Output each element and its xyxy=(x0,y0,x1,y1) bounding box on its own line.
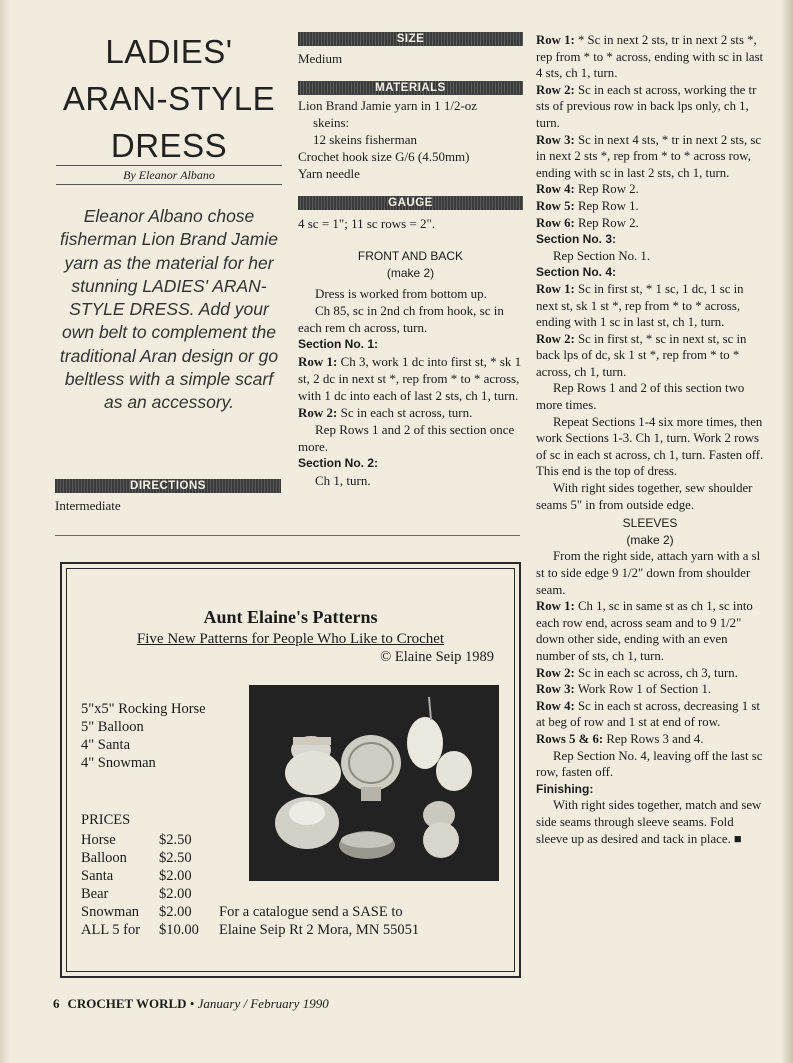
price-item: Snowman xyxy=(81,904,139,920)
ad-item-list xyxy=(81,700,206,772)
size-heading: SIZE xyxy=(298,32,523,46)
row-text: Rep Rows 3 and 4. xyxy=(603,731,704,746)
row-text: * Sc in next 2 sts, tr in next 2 sts *, rep from * to * across, ending with sc in last 4 sts, ch 1, turn. xyxy=(536,33,764,81)
row-instruction xyxy=(536,181,764,198)
row-label: Rows 5 & 6: xyxy=(536,731,604,746)
row-instruction xyxy=(536,598,764,664)
repeat-text: Rep Rows 1 and 2 of this section once more. xyxy=(298,422,515,454)
row-label: Row 4: xyxy=(536,182,575,197)
row-text: Rep Row 2. xyxy=(574,182,639,197)
section-label: Section No. 2: xyxy=(298,456,379,470)
footer-separator: • xyxy=(186,996,198,1011)
row-text: Sc in each st across, working the tr sts of previous row in back lps only, ch 1, turn. xyxy=(536,82,757,130)
materials-heading: MATERIALS xyxy=(298,81,523,95)
row-instruction xyxy=(536,198,764,215)
title-line: ARAN-STYLE xyxy=(62,80,276,117)
ad-item: 4" Snowman xyxy=(81,755,156,771)
front-back-heading: FRONT AND BACK xyxy=(357,249,464,263)
crochet-ornaments-image xyxy=(249,685,499,881)
ad-item: 4" Santa xyxy=(81,737,131,753)
row-label: Row 2: xyxy=(536,331,575,346)
row-label: Row 2: xyxy=(536,82,575,97)
row-instruction xyxy=(536,331,764,381)
price-item: Santa xyxy=(81,868,114,884)
price-row xyxy=(81,867,199,885)
row-text: Work Row 1 of Section 1. xyxy=(574,682,712,697)
price-row xyxy=(81,831,199,849)
row-instruction xyxy=(536,665,764,682)
section-label: Section No. 1: xyxy=(298,337,379,351)
article-title xyxy=(55,28,283,169)
ad-copyright: © Elaine Seip 1989 xyxy=(380,649,494,665)
finishing-text: With right sides together, match and sew side seams through sleeve seams. Fold sleeve up as desired and tack in place. ■ xyxy=(536,798,762,846)
row-text: Sc in first st, * 1 sc, 1 dc, 1 sc in next st, sk 1 st *, rep from * to * across, ending with 1 sc in last st, ch 1, turn. xyxy=(536,281,744,330)
row-instruction xyxy=(536,698,764,731)
section-divider xyxy=(55,535,520,536)
shoulder-text: With right sides together, sew shoulder seams 5" in from outside edge. xyxy=(536,481,753,512)
magazine-name: CROCHET WORLD xyxy=(67,996,187,1011)
price-item: ALL 5 for xyxy=(81,922,141,938)
sleeves-sub: (make 2) xyxy=(626,532,674,547)
row-instruction xyxy=(298,404,523,421)
price-row xyxy=(81,903,199,921)
row-text: Sc in next 4 sts, * tr in next 2 sts, sc in next 2 sts *, rep from * to * across row, ending with sc in last 2 sts, ch 1, turn. xyxy=(536,132,762,180)
row-text: Ch 1, turn. xyxy=(315,473,371,488)
ad-item: 5" Balloon xyxy=(81,719,144,735)
section-label: Section No. 4: xyxy=(536,265,617,280)
row-text: Ch 3, work 1 dc into first st, * sk 1 st, 2 dc in next st *, rep from * to * across, with 1 dc into each of last 2 sts, ch 1, turn. xyxy=(298,354,522,403)
price-value: $2.00 xyxy=(159,904,192,920)
row-label: Row 6: xyxy=(536,215,575,230)
price-value: $2.00 xyxy=(159,886,192,902)
price-value: $2.50 xyxy=(159,832,192,848)
byline: By Eleanor Albano xyxy=(56,165,282,185)
ad-subtitle: Five New Patterns for People Who Like to Crochet xyxy=(136,631,445,647)
catalogue-line: For a catalogue send a SASE to xyxy=(219,904,403,920)
right-column xyxy=(536,32,764,847)
materials-line: Yarn needle xyxy=(298,166,360,181)
front-back-sub: (make 2) xyxy=(386,266,435,280)
row-instruction xyxy=(536,281,764,331)
middle-column xyxy=(298,32,523,489)
materials-line: Lion Brand Jamie yarn in 1 1/2-oz xyxy=(298,98,478,113)
title-line: DRESS xyxy=(110,127,228,164)
row-text: Rep Row 1. xyxy=(574,198,639,213)
row-instruction xyxy=(536,681,764,698)
sleeves-heading: SLEEVES xyxy=(622,516,678,531)
gauge-text: 4 sc = 1"; 11 sc rows = 2". xyxy=(298,216,436,231)
page-footer xyxy=(53,996,329,1012)
materials-line: 12 skeins fisherman xyxy=(313,132,417,147)
catalogue-info xyxy=(219,903,419,939)
repeat-text: Rep Section No. 4, leaving off the last sc row, fasten off. xyxy=(536,748,763,780)
finishing-label: Finishing: xyxy=(536,781,594,796)
size-text: Medium xyxy=(298,51,343,66)
row-instruction xyxy=(536,32,764,82)
repeat-text: Rep Rows 1 and 2 of this section two more times. xyxy=(536,381,745,413)
price-value: $10.00 xyxy=(159,922,199,938)
prices-heading: PRICES xyxy=(81,812,131,828)
row-instruction xyxy=(298,353,523,404)
row-label: Row 3: xyxy=(536,132,575,147)
row-label: Row 4: xyxy=(536,698,575,713)
row-instruction xyxy=(536,215,764,232)
ad-box xyxy=(60,562,521,978)
ad-inner-frame xyxy=(66,568,515,972)
ad-item: 5"x5" Rocking Horse xyxy=(81,701,206,717)
price-item: Bear xyxy=(81,886,109,902)
front-back-para: Dress is worked from bottom up. xyxy=(315,286,487,301)
row-instruction xyxy=(536,132,764,182)
front-back-para: Ch 85, sc in 2nd ch from hook, sc in each rem ch across, turn. xyxy=(298,303,504,335)
materials-line: skeins: xyxy=(313,115,350,130)
row-text: Ch 1, sc in same st as ch 1, sc into each row end, across seam and to 9 1/2" down other side, ending with an even number of sts, ch 1, turn. xyxy=(536,599,753,663)
directions-section xyxy=(55,479,281,514)
intro-text: Eleanor Albano chose fisherman Lion Brand Jamie yarn as the material for her stunning LADIES' ARAN-STYLE DRESS. Add your own belt to complement the traditional Aran design or go beltless with a simple scarf as an accessory. xyxy=(59,206,279,413)
directions-level: Intermediate xyxy=(55,498,121,513)
title-line: LADIES' xyxy=(105,33,233,70)
row-label: Row 1: xyxy=(298,354,338,369)
row-text: Sc in each st across, decreasing 1 st at beg of row and 1 st at end of row. xyxy=(536,698,760,730)
page-right-shadow xyxy=(781,0,793,1063)
row-text: Rep Row 2. xyxy=(574,215,639,230)
price-item: Balloon xyxy=(81,850,127,866)
row-text: Sc in each st across, turn. xyxy=(337,405,473,420)
price-item: Horse xyxy=(81,832,116,848)
price-list xyxy=(81,831,199,939)
price-row xyxy=(81,921,199,939)
directions-heading: DIRECTIONS xyxy=(55,479,281,493)
row-label: Row 1: xyxy=(536,599,575,614)
row-text: Sc in each sc across, ch 3, turn. xyxy=(574,665,738,680)
row-label: Row 1: xyxy=(536,33,575,47)
price-value: $2.50 xyxy=(159,850,192,866)
section-label: Section No. 3: xyxy=(536,232,617,247)
row-label: Row 5: xyxy=(536,198,575,213)
page-number: 6 xyxy=(53,996,60,1011)
row-text: Sc in first st, * sc in next st, sc in back lps of dc, sk 1 st *, rep from * to * across, ch 1, turn. xyxy=(536,331,747,379)
sleeves-para: From the right side, attach yarn with a sl st to side edge 9 1/2" down from shoulder seam. xyxy=(536,549,761,597)
row-instruction xyxy=(536,82,764,132)
row-label: Row 2: xyxy=(298,405,338,420)
catalogue-line: Elaine Seip Rt 2 Mora, MN 55051 xyxy=(219,922,420,938)
price-row xyxy=(81,849,199,867)
repeat-text: Repeat Sections 1-4 six more times, then work Sections 1-3. Ch 1, turn. Work 2 rows of sc in each st across, ch 1, turn. Fasten off. This end is the top of dress. xyxy=(536,414,764,479)
row-label: Row 2: xyxy=(536,665,575,680)
row-text: Rep Section No. 1. xyxy=(553,248,651,263)
price-row xyxy=(81,885,199,903)
ad-title: Aunt Elaine's Patterns xyxy=(203,607,378,627)
row-label: Row 3: xyxy=(536,682,575,697)
row-label: Row 1: xyxy=(536,281,575,296)
row-instruction xyxy=(536,731,764,748)
issue-date: January / February 1990 xyxy=(197,996,329,1011)
price-value: $2.00 xyxy=(159,868,192,884)
gauge-heading: GAUGE xyxy=(298,196,523,210)
product-photo xyxy=(249,685,499,881)
materials-line: Crochet hook size G/6 (4.50mm) xyxy=(298,149,470,164)
page-left-shadow xyxy=(0,0,10,1063)
